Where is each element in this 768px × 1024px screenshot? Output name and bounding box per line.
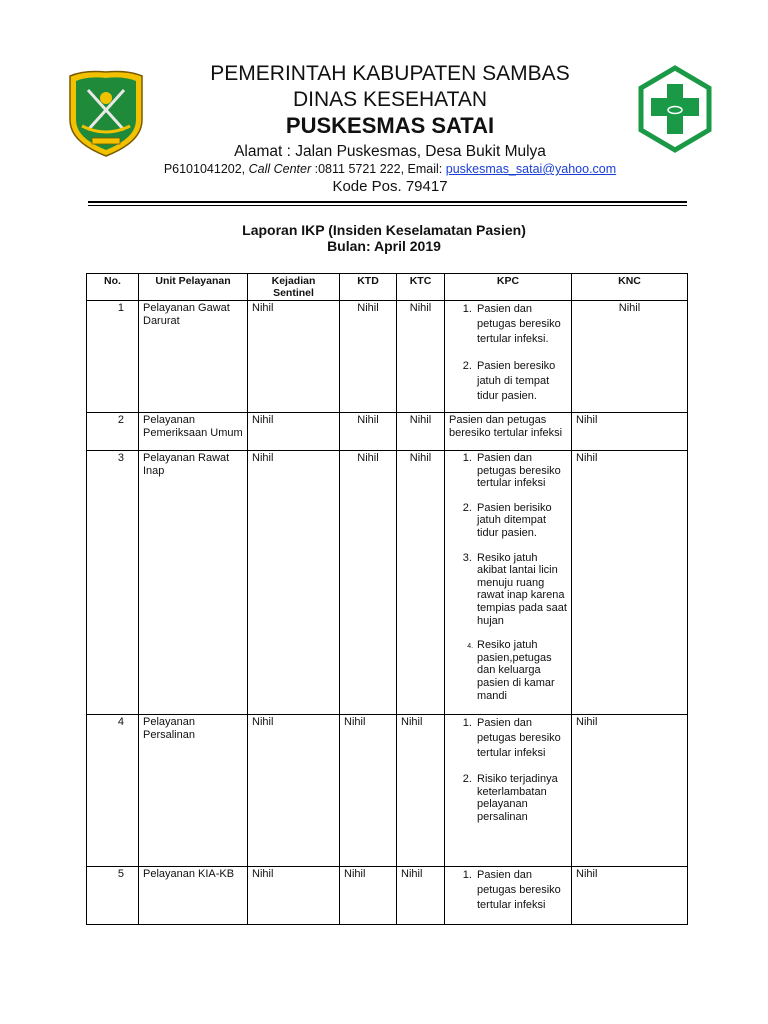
- cell-kpc: [445, 867, 572, 925]
- cell-knc: Nihil: [572, 715, 688, 867]
- email-link[interactable]: puskesmas_satai@yahoo.com: [445, 162, 617, 176]
- header-no: No.: [87, 274, 139, 301]
- table-row: [87, 301, 688, 413]
- list-item: 1. Pasien dan petugas beresiko tertular infeksi: [475, 452, 567, 490]
- cell-ktd: Nihil: [340, 413, 397, 451]
- cell-ktc: Nihil: [397, 301, 445, 413]
- list-item: 1. Pasien dan petugas beresiko tertular infeksi: [475, 716, 567, 761]
- cell-knc: Nihil: [572, 413, 688, 451]
- report-title: Laporan IKP (Insiden Keselamatan Pasien): [242, 222, 526, 238]
- list-item: 2. Risiko terjadinya keterlambatan pelayanan persalinan: [475, 773, 567, 823]
- header-government: PEMERINTAH KABUPATEN SAMBAS: [210, 62, 570, 85]
- header-rule-thick: [88, 201, 687, 203]
- header-contact: [150, 162, 630, 176]
- cell-kpc: Pasien dan petugas beresiko tertular infeksi: [445, 413, 572, 451]
- puskesmas-green-cross-icon: [637, 64, 713, 154]
- ikp-table: [86, 273, 688, 925]
- cell-ktd: Nihil: [340, 451, 397, 715]
- list-item: 4. Resiko jatuh pasien,petugas dan keluarga pasien di kamar mandi: [475, 639, 567, 702]
- table-row: [87, 715, 688, 867]
- list-item: 2. Pasien beresiko jatuh di tempat tidur pasien.: [475, 359, 567, 404]
- header-unit: Unit Pelayanan: [139, 274, 248, 301]
- cell-no: 1: [87, 301, 139, 413]
- table-header-row: [87, 274, 688, 301]
- cell-kpc: [445, 301, 572, 413]
- cell-sentinel: Nihil: [248, 715, 340, 867]
- report-month: Bulan: April 2019: [327, 238, 441, 254]
- header-postal: Kode Pos. 79417: [332, 178, 448, 195]
- cell-kpc: [445, 451, 572, 715]
- header-ktc: KTC: [397, 274, 445, 301]
- cell-unit: Pelayanan Rawat Inap: [139, 451, 248, 715]
- cell-unit: Pelayanan Persalinan: [139, 715, 248, 867]
- list-item: 1. Pasien dan petugas beresiko tertular infeksi: [475, 868, 567, 913]
- cell-ktc: Nihil: [397, 715, 445, 867]
- header-ktd: KTD: [340, 274, 397, 301]
- table-row: [87, 867, 688, 925]
- cell-ktc: Nihil: [397, 413, 445, 451]
- cell-ktd: Nihil: [340, 301, 397, 413]
- cell-knc: Nihil: [572, 451, 688, 715]
- cell-unit: Pelayanan KIA-KB: [139, 867, 248, 925]
- cell-no: 2: [87, 413, 139, 451]
- cell-unit: Pelayanan Gawat Darurat: [139, 301, 248, 413]
- cell-knc: Nihil: [572, 867, 688, 925]
- header-kpc: KPC: [445, 274, 572, 301]
- header-sentinel: Kejadian Sentinel: [248, 274, 340, 301]
- cell-sentinel: Nihil: [248, 301, 340, 413]
- call-center-label: Call Center: [248, 162, 312, 176]
- header-department: DINAS KESEHATAN: [292, 88, 488, 111]
- cell-sentinel: Nihil: [248, 413, 340, 451]
- cell-no: 4: [87, 715, 139, 867]
- list-item: 1. Pasien dan petugas beresiko tertular infeksi.: [475, 302, 567, 347]
- cell-kpc: [445, 715, 572, 867]
- header-puskesmas-name: PUSKESMAS SATAI: [285, 113, 495, 138]
- table-row: [87, 413, 688, 451]
- cell-ktd: Nihil: [340, 867, 397, 925]
- header-rule-thin: [88, 205, 687, 206]
- header-address: Alamat : Jalan Puskesmas, Desa Bukit Mulya: [234, 143, 546, 160]
- list-item: 2. Pasien berisiko jatuh ditempat tidur pasien.: [475, 502, 567, 540]
- list-item: 3. Resiko jatuh akibat lantai licin menuju ruang rawat inap karena tempias pada saat hujan: [475, 552, 567, 628]
- cell-ktd: Nihil: [340, 715, 397, 867]
- cell-sentinel: Nihil: [248, 867, 340, 925]
- cell-sentinel: Nihil: [248, 451, 340, 715]
- call-center-value: :0811 5721 222, Email:: [311, 162, 446, 176]
- cell-unit: Pelayanan Pemeriksaan Umum: [139, 413, 248, 451]
- cell-knc: Nihil: [572, 301, 688, 413]
- header-knc: KNC: [572, 274, 688, 301]
- header-code: P6101041202,: [163, 162, 249, 176]
- cell-no: 5: [87, 867, 139, 925]
- cell-ktc: Nihil: [397, 451, 445, 715]
- cell-ktc: Nihil: [397, 867, 445, 925]
- table-row: [87, 451, 688, 715]
- sambas-regency-crest-icon: [64, 68, 148, 158]
- cell-no: 3: [87, 451, 139, 715]
